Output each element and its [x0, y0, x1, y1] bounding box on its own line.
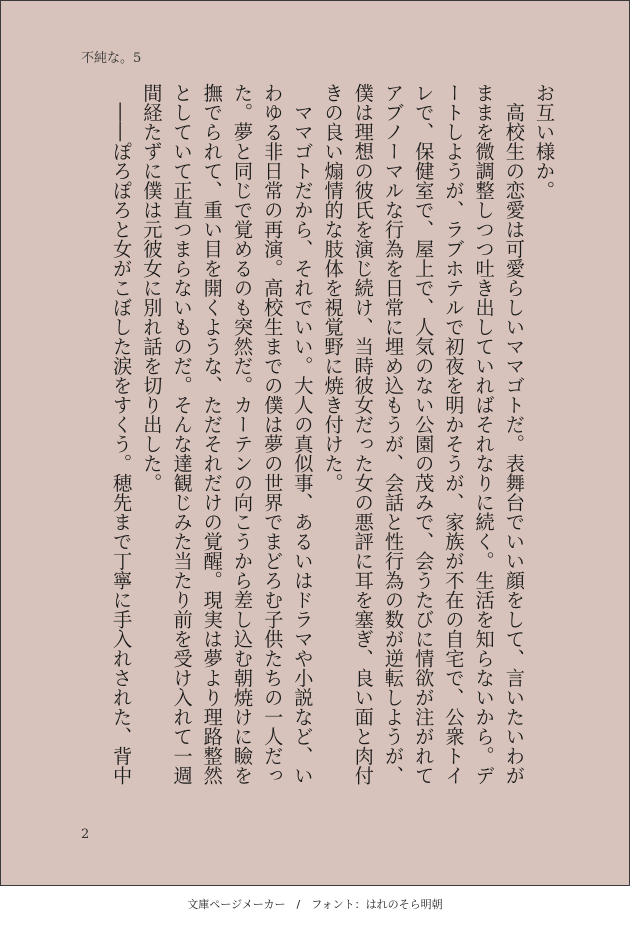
- text-line: 間経たずに僕は元彼女に別れ話を切り出した。: [140, 83, 164, 493]
- text-line: ママゴトだから、それでいい。大人の真似事、あるいはドラマや小説など、い: [291, 83, 315, 785]
- text-line: 僕は理想の彼氏を演じ続け、当時彼女だった女の悪評に耳を塞ぎ、良い面と肉付: [351, 83, 375, 785]
- footer-credit: 文庫ページメーカー / フォント：はれのそら明朝: [187, 898, 443, 911]
- text-line: レで、保健室で、屋上で、人気のない公園の茂みで、会うたびに情欲が注がれて: [412, 83, 436, 785]
- text-line: 撫でられて、重い目を開くような、ただそれだけの覚醒。現実は夢より理路整然: [200, 83, 224, 785]
- text-line: わゆる非日常の再演。高校生までの僕は夢の世界でまどろむ子供たちの一人だっ: [261, 83, 285, 785]
- text-line: ままを微調整しつつ吐き出していればそれなりに続く。生活を知らないから。デ: [472, 83, 496, 785]
- text-line: ――ぽろぽろと女がこぼした涙をすくう。穂先まで丁寧に手入れされた、背中: [110, 83, 134, 785]
- vertical-body-text: [106, 83, 559, 795]
- text-line: た。夢と同じで覚めるのも突然だ。カーテンの向こうから差し込む朝焼けに瞼を: [230, 83, 254, 785]
- page-number: 2: [81, 827, 90, 842]
- text-line: としていて正直つまらないものだ。そんな達観じみた当たり前を受け入れて一週: [170, 83, 194, 785]
- text-line: 高校生の恋愛は可愛らしいママゴトだ。表舞台でいい顔をして、言いたいわが: [502, 83, 526, 785]
- text-line: お互い様か。: [533, 83, 556, 200]
- text-line: アブノーマルな行為を日常に埋め込もうが、会話と性行為の数が逆転しようが、: [381, 83, 405, 785]
- text-line: きの良い煽情的な肢体を視覚野に焼き付けた。: [321, 83, 345, 493]
- text-line: ートしようが、ラブホテルで初夜を明かそうが、家族が不在の自宅で、公衆トイ: [442, 83, 466, 785]
- chapter-title: 不純な。5: [81, 51, 142, 66]
